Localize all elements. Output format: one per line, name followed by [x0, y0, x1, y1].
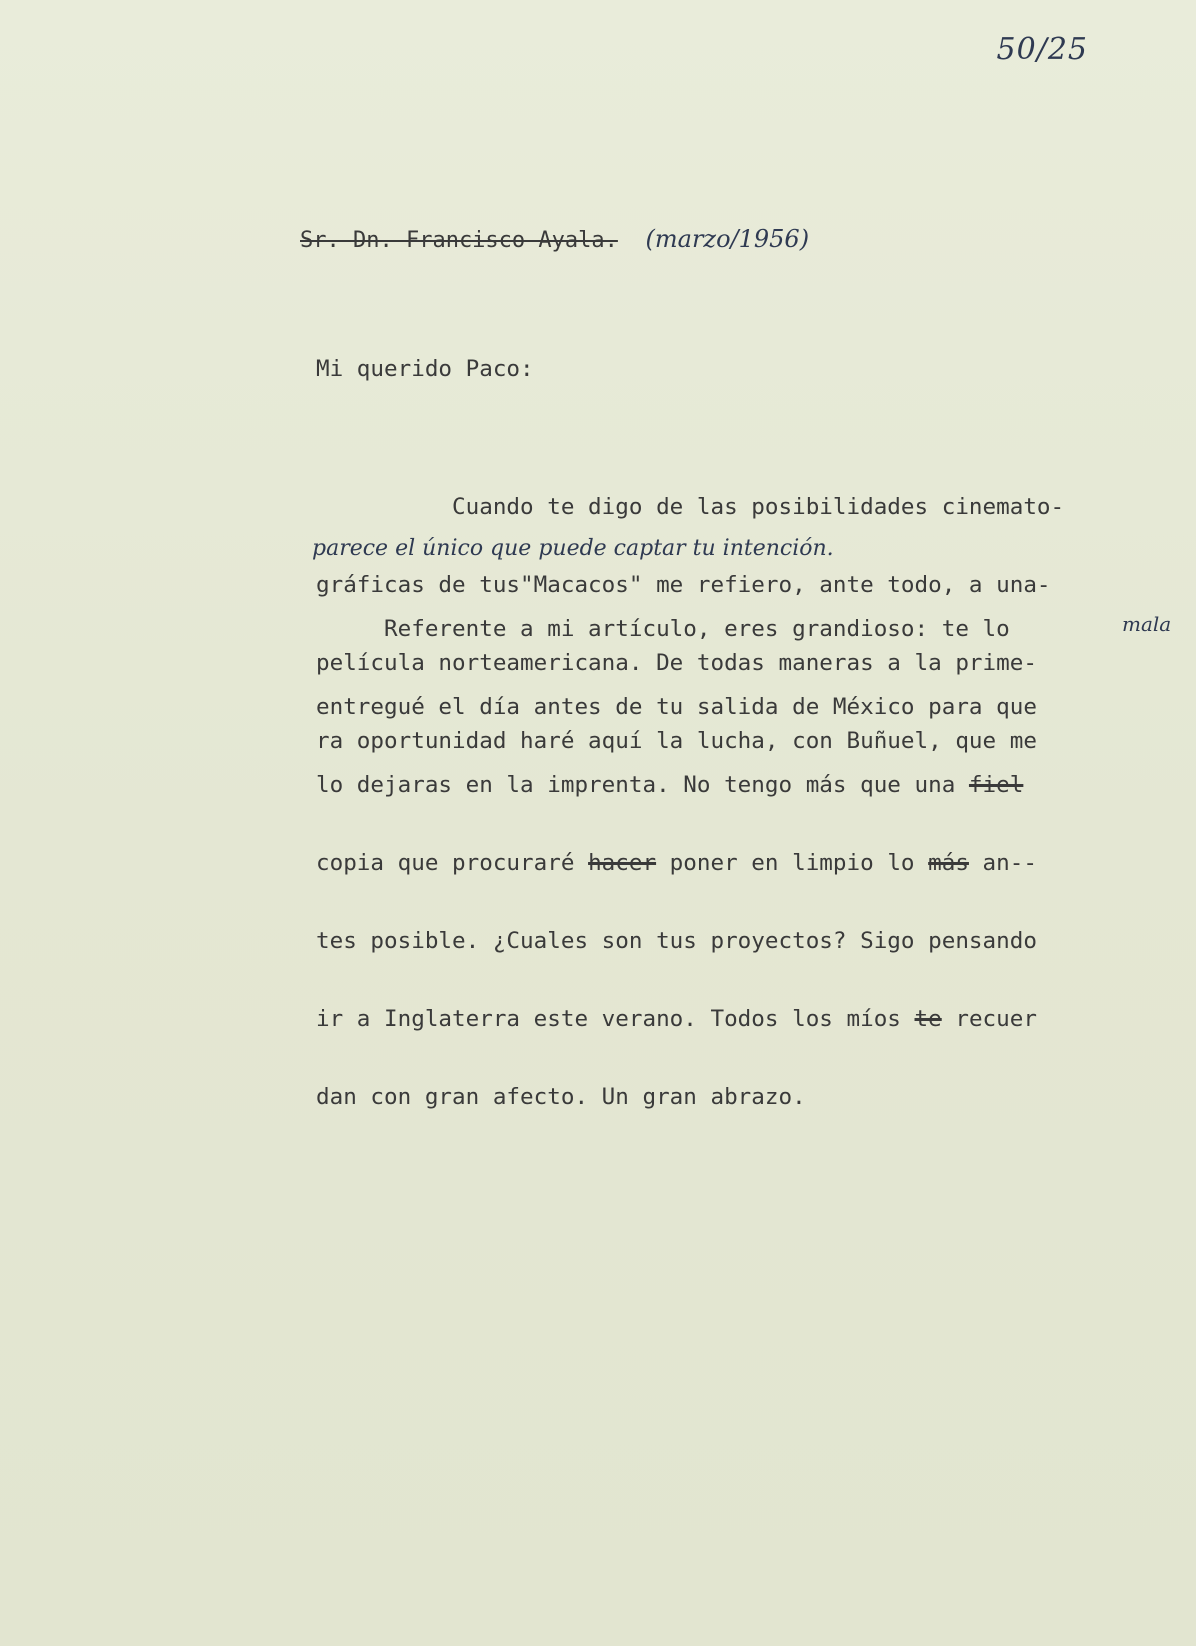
- paragraph-2-line-text: poner en limpio lo: [656, 850, 929, 876]
- handwritten-insertion: parece el único que puede captar tu intención.: [312, 536, 834, 561]
- paragraph-1-line: ra oportunidad haré aquí la lucha, con Buñuel, que me: [316, 728, 1037, 754]
- paragraph-2-line: dan con gran afecto. Un gran abrazo.: [316, 1084, 806, 1110]
- paragraph-2-line-text: recuer: [941, 1006, 1037, 1032]
- margin-insertion: mala: [1122, 612, 1172, 636]
- struck-word: te: [914, 1006, 942, 1032]
- paragraph-2-line-text: copia que procuraré: [316, 850, 589, 876]
- paragraph-1-line: gráficas de tus"Macacos" me refiero, ante todo, a una-: [316, 572, 1051, 598]
- paragraph-2-line: [316, 850, 1136, 876]
- paragraph-2-line: Referente a mi artículo, eres grandioso: te lo: [316, 616, 1010, 642]
- paragraph-1-line: película norteamericana. De todas maneras a la prime-: [316, 650, 1037, 676]
- letter-header: [300, 225, 809, 253]
- paragraph-2-line: [316, 772, 1136, 798]
- salutation: Mi querido Paco:: [316, 356, 534, 382]
- struck-word: más: [928, 850, 969, 876]
- paragraph-2-line-text: lo dejaras en la imprenta. No tengo más que una: [316, 772, 969, 798]
- paragraph-1-line: Cuando te digo de las posibilidades cinemato-: [316, 494, 1065, 520]
- paragraph-2-line-text: an--: [968, 850, 1037, 876]
- paragraph-2-line-text: ir a Inglaterra este verano. Todos los míos: [316, 1006, 915, 1032]
- struck-addressee: Sr. Dn. Francisco Ayala.: [300, 228, 618, 253]
- paragraph-2-line: [316, 1006, 1136, 1032]
- paragraph-2-line: entregué el día antes de tu salida de México para que: [316, 694, 1037, 720]
- archive-number: 50/25: [996, 32, 1088, 67]
- paragraph-2-line: tes posible. ¿Cuales son tus proyectos? Sigo pensando: [316, 928, 1037, 954]
- paragraph-2: [316, 564, 1136, 1162]
- struck-word: hacer: [588, 850, 657, 876]
- handwritten-date: (marzo/1956): [645, 225, 810, 253]
- struck-word: fiel: [968, 772, 1024, 798]
